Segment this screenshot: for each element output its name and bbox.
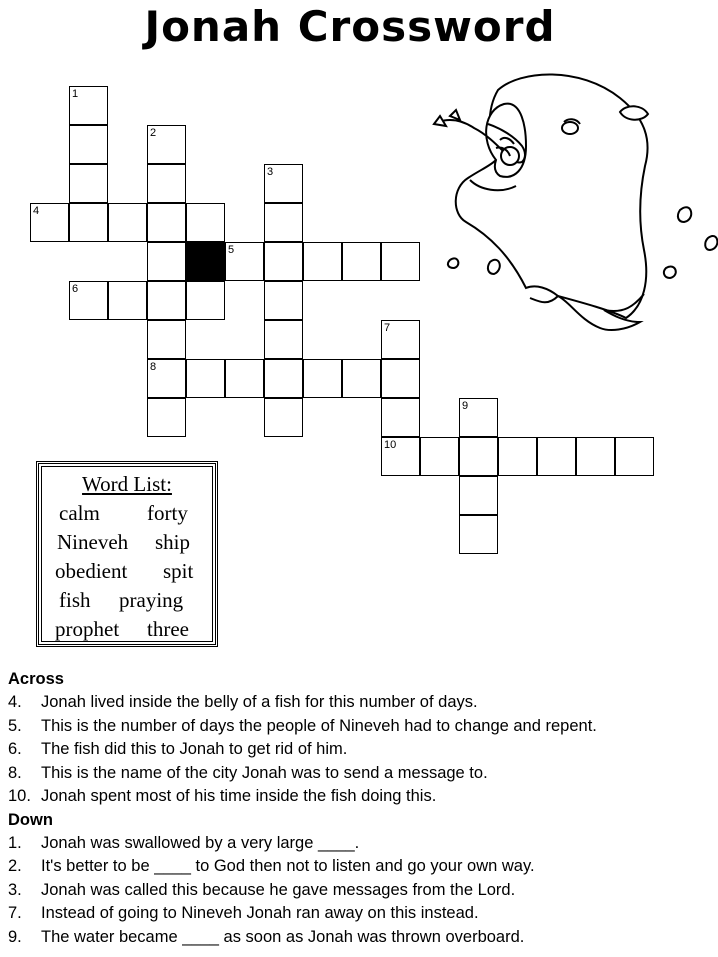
crossword-cell[interactable] [264,398,303,437]
word-list-item: fish [59,588,91,612]
word-list-item: calm [59,501,100,525]
crossword-cell[interactable] [420,437,459,476]
crossword-cell[interactable] [381,437,420,476]
crossword-cell[interactable] [186,281,225,320]
crossword-cell[interactable] [69,164,108,203]
across-clue: 6. The fish did this to Jonah to get rid of him. [8,740,348,758]
across-clue: 8. This is the name of the city Jonah was to send a message to. [8,763,488,782]
down-clue: 2. It's better to be ____ to God then not to listen and go your own way. [8,857,535,875]
crossword-cell[interactable] [537,437,576,476]
word-list-item: Nineveh [57,530,129,554]
crossword-cell[interactable] [69,86,108,125]
clues-section [8,668,714,949]
crossword-cell[interactable] [147,203,186,242]
crossword-cell[interactable] [303,242,342,281]
crossword-cell[interactable] [498,437,537,476]
crossword-cell[interactable] [381,398,420,437]
crossword-cell[interactable] [264,281,303,320]
crossword-cell[interactable] [147,164,186,203]
cell-number: 8 [150,361,157,373]
crossword-cell[interactable] [264,242,303,281]
cell-number: 3 [267,166,274,178]
down-heading: Down [8,810,53,829]
crossword-cell[interactable] [225,242,264,281]
word-list-title: Word List: [82,472,172,496]
cell-number: 2 [150,127,157,139]
crossword-cell[interactable] [264,203,303,242]
crossword-cell[interactable] [147,398,186,437]
cell-number: 4 [33,205,40,217]
crossword-cell[interactable] [264,320,303,359]
crossword-cell[interactable] [30,203,69,242]
crossword-cell[interactable] [186,359,225,398]
down-clue: 3. Jonah was called this because he gave messages from the Lord. [8,880,516,899]
cell-number: 10 [384,439,397,451]
whale-illustration [430,70,718,350]
crossword-cell[interactable] [69,125,108,164]
crossword-cell[interactable] [108,203,147,242]
crossword-cell[interactable] [69,203,108,242]
word-list-item: prophet [55,617,120,641]
crossword-black-cell [186,242,225,281]
crossword-cell[interactable] [147,242,186,281]
across-clue: 5. This is the number of days the people of Nineveh had to change and repent. [8,716,597,735]
page-title: Jonah Crossword [144,2,556,51]
crossword-cell[interactable] [303,359,342,398]
crossword-cell[interactable] [459,398,498,437]
word-list-box [36,461,218,647]
word-list-item: forty [147,501,188,525]
word-list-item: three [147,617,189,641]
cell-number: 6 [72,283,79,295]
word-list-item: spit [163,559,194,583]
crossword-cell[interactable] [186,203,225,242]
crossword-cell[interactable] [381,320,420,359]
cell-number: 5 [228,244,235,256]
crossword-cell[interactable] [264,359,303,398]
crossword-cell[interactable] [147,125,186,164]
crossword-cell[interactable] [225,359,264,398]
crossword-cell[interactable] [459,515,498,554]
crossword-cell[interactable] [576,437,615,476]
word-list-item: praying [119,588,184,612]
crossword-cell[interactable] [459,476,498,515]
cell-number: 1 [72,88,79,100]
down-clue: 1. Jonah was swallowed by a very large ____. [8,833,360,852]
crossword-cell[interactable] [342,242,381,281]
crossword-cell[interactable] [381,359,420,398]
crossword-cell[interactable] [342,359,381,398]
across-clue: 10. Jonah spent most of his time inside the fish doing this. [8,787,437,805]
crossword-cell[interactable] [69,281,108,320]
crossword-cell[interactable] [264,164,303,203]
crossword-cell[interactable] [147,320,186,359]
down-clue: 7. Instead of going to Nineveh Jonah ran away on this instead. [8,904,479,922]
word-list-item: obedient [55,559,128,583]
crossword-cell[interactable] [147,281,186,320]
crossword-cell[interactable] [459,437,498,476]
across-heading: Across [8,670,64,688]
cell-number: 9 [462,400,469,412]
word-list-item: ship [155,530,191,554]
crossword-cell[interactable] [108,281,147,320]
cell-number: 7 [384,322,391,334]
crossword-cell[interactable] [381,242,420,281]
crossword-cell[interactable] [615,437,654,476]
crossword-cell[interactable] [147,359,186,398]
across-clue: 4. Jonah lived inside the belly of a fish for this number of days. [8,693,478,711]
down-clue: 9. The water became ____ as soon as Jonah was thrown overboard. [8,927,525,946]
